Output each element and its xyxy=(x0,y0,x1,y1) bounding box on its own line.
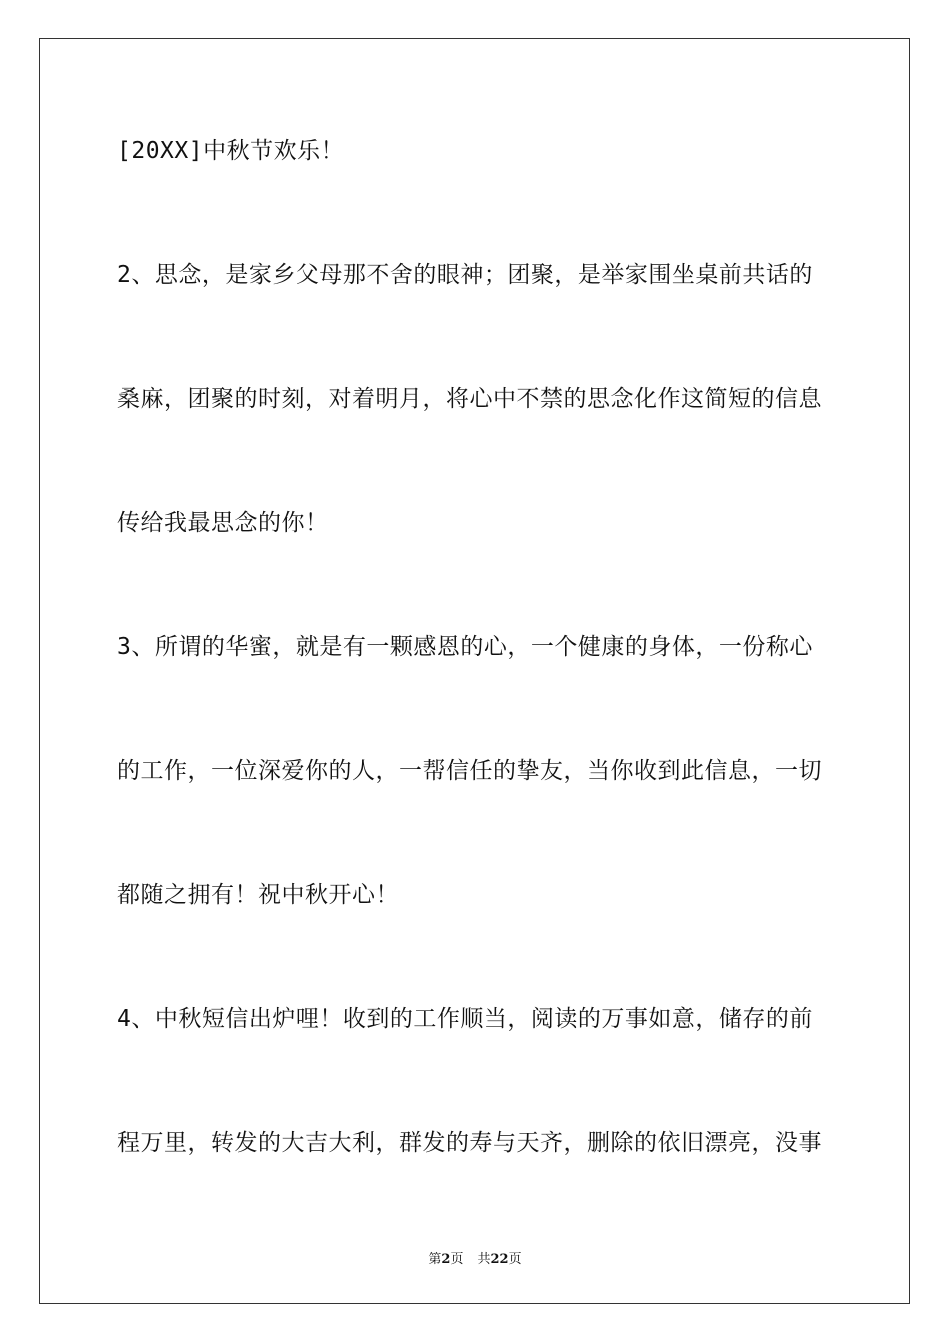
text-line-7: 都随之拥有！祝中秋开心！ xyxy=(117,882,399,908)
page-suffix: 页 xyxy=(450,1252,464,1267)
text-line-8: 4、中秋短信出炉哩！收到的工作顺当，阅读的万事如意，储存的前 xyxy=(117,1006,813,1032)
page-prefix: 第 xyxy=(428,1252,442,1267)
text-line-1: [20XX]中秋节欢乐！ xyxy=(117,138,345,164)
page-number: 2 xyxy=(441,1252,451,1267)
total-prefix: 共 xyxy=(477,1252,491,1267)
total-suffix: 页 xyxy=(508,1252,522,1267)
text-line-6: 的工作，一位深爱你的人，一帮信任的挚友，当你收到此信息，一切 xyxy=(117,758,822,784)
text-line-9: 程万里，转发的大吉大利，群发的寿与天齐，删除的依旧漂亮，没事 xyxy=(117,1130,822,1156)
text-line-3: 桑麻，团聚的时刻，对着明月，将心中不禁的思念化作这简短的信息 xyxy=(117,386,822,412)
total-pages: 22 xyxy=(490,1252,509,1267)
page-border xyxy=(39,38,910,1304)
text-line-4: 传给我最思念的你！ xyxy=(117,510,329,536)
page-footer xyxy=(0,1248,950,1267)
text-line-2: 2、思念，是家乡父母那不舍的眼神；团聚，是举家围坐桌前共话的 xyxy=(117,262,813,288)
text-line-5: 3、所谓的华蜜，就是有一颗感恩的心，一个健康的身体，一份称心 xyxy=(117,634,813,660)
